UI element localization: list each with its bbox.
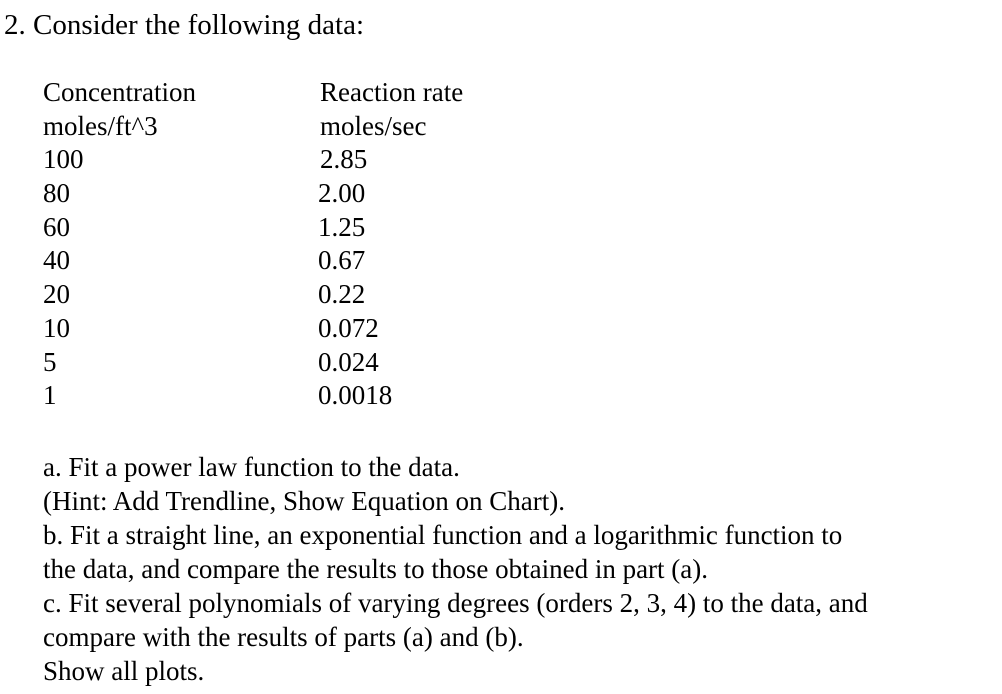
reaction-rate-value: 0.0018 xyxy=(318,380,393,411)
concentration-header: Concentration xyxy=(43,77,196,107)
reaction-rate-value: 0.22 xyxy=(318,279,366,310)
reaction-rate-value: 0.072 xyxy=(318,312,379,343)
reaction-rate-unit: moles/sec xyxy=(320,110,427,141)
concentration-value: 40 xyxy=(43,245,70,276)
reaction-rate-column xyxy=(318,76,463,413)
concentration-value: 80 xyxy=(43,178,70,209)
problem-heading: 2. Consider the following data: xyxy=(4,9,365,41)
question-c-continued: compare with the results of parts (a) and (b). xyxy=(43,622,524,652)
reaction-rate-header: Reaction rate xyxy=(320,77,464,107)
question-b: b. Fit a straight line, an exponential function and a logarithmic function to xyxy=(43,520,843,550)
concentration-value: 5 xyxy=(43,346,57,377)
reaction-rate-value: 1.25 xyxy=(318,211,366,242)
question-a: a. Fit a power law function to the data. xyxy=(43,452,460,482)
concentration-column xyxy=(43,76,196,413)
concentration-value: 20 xyxy=(43,279,70,310)
reaction-rate-value: 2.00 xyxy=(318,178,366,209)
question-c: c. Fit several polynomials of varying degrees (orders 2, 3, 4) to the data, and xyxy=(43,588,868,618)
concentration-unit: moles/ft^3 xyxy=(43,110,158,141)
concentration-value: 100 xyxy=(43,144,84,175)
reaction-rate-value: 0.67 xyxy=(318,245,366,276)
show-plots-instruction: Show all plots. xyxy=(43,656,205,686)
question-a-hint: (Hint: Add Trendline, Show Equation on Chart). xyxy=(43,486,565,516)
question-list xyxy=(43,450,868,688)
question-b-continued: the data, and compare the results to those obtained in part (a). xyxy=(43,554,709,584)
reaction-rate-value: 2.85 xyxy=(320,144,368,175)
reaction-rate-value: 0.024 xyxy=(318,346,379,377)
concentration-value: 60 xyxy=(43,211,70,242)
concentration-value: 10 xyxy=(43,312,70,343)
concentration-value: 1 xyxy=(43,380,57,411)
